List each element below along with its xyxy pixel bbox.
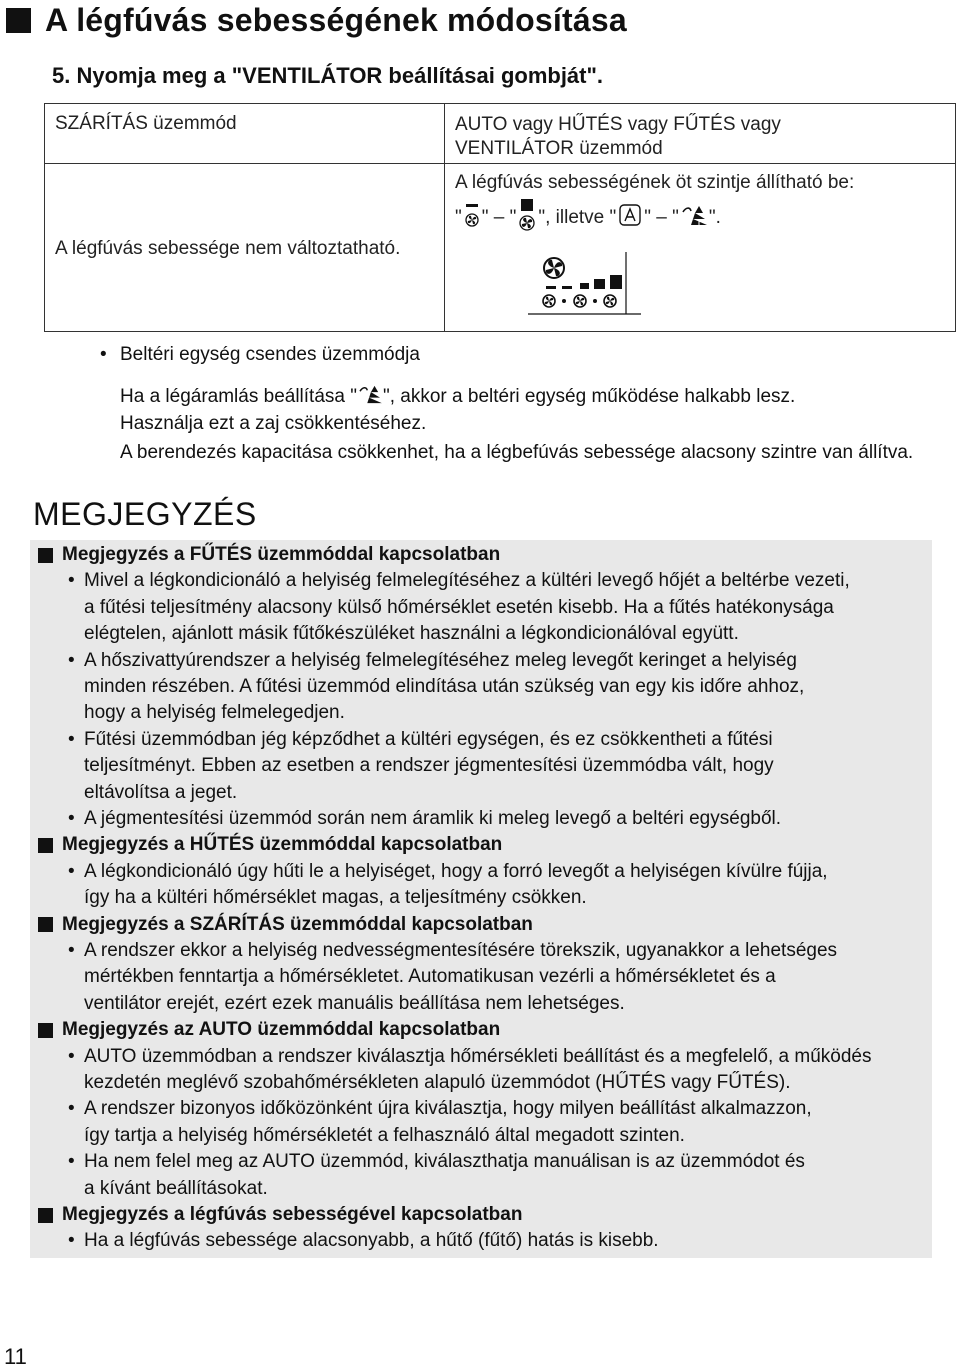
- note-section-heading: [38, 544, 500, 566]
- quiet-line1-suffix: ", akkor a beltéri egység működése halkabb lesz.: [382, 386, 796, 407]
- quiet-mode-line1: [120, 384, 795, 410]
- heading-square-marker: [38, 838, 53, 853]
- five-levels-text: A légfúvás sebességének öt szintje állítható be:: [455, 172, 855, 193]
- auto-header-line1: AUTO vagy HŰTÉS vagy FŰTÉS vagy: [455, 114, 781, 135]
- note-text-line: A rendszer bizonyos időközönként újra kiválasztja, hogy milyen beállítást alkalmazzon,: [84, 1098, 812, 1120]
- note-bullet: •: [68, 1151, 75, 1173]
- note-text-line: így ha a kültéri hőmérséklet magas, a teljesítmény csökken.: [84, 887, 587, 909]
- note-text-line: eltávolítsa a jeget.: [84, 781, 238, 803]
- illetve-text: ", illetve ": [538, 207, 617, 228]
- quiet-line1-prefix: Ha a légáramlás beállítása ": [120, 386, 357, 407]
- note-text-line: A jégmentesítési üzemmód során nem áramlik ki meleg levegő a beltéri egységből.: [84, 808, 782, 829]
- note-bullet: •: [68, 728, 75, 750]
- notes-heading: MEGJEGYZÉS: [33, 496, 257, 532]
- fan-quiet-icon: [681, 204, 707, 232]
- note-bullet: •: [68, 860, 75, 882]
- note-section-title: Megjegyzés a légfúvás sebességével kapcsolatban: [62, 1204, 523, 1225]
- notes-box: [30, 540, 932, 1258]
- quiet-mode-title: Beltéri egység csendes üzemmódja: [120, 344, 420, 365]
- note-text-line: mértékben fenntartja a hőmérsékletet. Automatikusan vezérli a hőmérsékletet és a: [84, 966, 776, 988]
- note-bullet: •: [68, 649, 75, 671]
- page-number: 11: [4, 1344, 27, 1369]
- auto-header-line2: VENTILÁTOR üzemmód: [455, 138, 663, 159]
- note-section-heading: [38, 1204, 522, 1226]
- note-text-line: Ha nem felel meg az AUTO üzemmód, kiválaszthatja manuálisan is az üzemmódot és: [84, 1151, 805, 1173]
- note-section-heading: [38, 834, 502, 856]
- heading-square-marker: [38, 1208, 53, 1223]
- note-section-heading: [38, 1019, 500, 1041]
- note-bullet: •: [68, 808, 75, 829]
- note-section-title: Megjegyzés az AUTO üzemmóddal kapcsolatban: [62, 1019, 501, 1041]
- note-text-line: minden részében. A fűtési üzemmód elindítása után szükség van egy kis időre ahhoz,: [84, 676, 805, 697]
- table-divider-horizontal: [44, 163, 956, 164]
- note-bullet: •: [68, 940, 75, 961]
- quiet-mode-line3: A berendezés kapacitása csökkenhet, ha a légbefúvás sebessége alacsony szintre van állítva.: [120, 442, 914, 463]
- note-text-line: hogy a helyiség felmelegedjen.: [84, 702, 345, 724]
- fan-high-icon: [518, 197, 536, 239]
- quiet-bullet: •: [100, 344, 107, 365]
- note-text-line: így tartja a helyiség hőmérsékletét a felhasználó által megadott szinten.: [84, 1124, 685, 1146]
- note-text-line: AUTO üzemmódban a rendszer kiválasztja hőmérsékleti beállítást és a megfelelő, a működés: [84, 1045, 872, 1067]
- step-instruction: 5. Nyomja meg a "VENTILÁTOR beállításai gombját".: [52, 63, 604, 88]
- quote-text: ": [455, 207, 462, 228]
- note-text-line: A légkondicionáló úgy hűti le a helyiséget, hogy a forró levegőt a helyiségen kívülre fújja,: [84, 860, 828, 882]
- dash-text-2: " – ": [644, 207, 679, 228]
- note-text-line: a fűtési teljesítmény alacsony külső hőmérséklet esetén kisebb. Ha a fűtés hatékonysága: [84, 596, 834, 618]
- dash-text: " – ": [481, 207, 517, 228]
- note-text-line: a kívánt beállításokat.: [84, 1177, 268, 1199]
- note-bullet: •: [68, 1230, 75, 1252]
- dry-mode-header: SZÁRÍTÁS üzemmód: [55, 113, 237, 134]
- auto-mode-header: [455, 113, 781, 161]
- fan-quiet-icon: [358, 384, 382, 410]
- end-quote-text: ".: [708, 207, 721, 228]
- note-text-line: Fűtési üzemmódban jég képződhet a kültéri egységen, és ez csökkentheti a fűtési: [84, 728, 773, 750]
- page-title: A légfúvás sebességének módosítása: [45, 1, 627, 38]
- note-text-line: elégtelen, ajánlott másik fűtőkészüléket használni a légkondicionálóval együtt.: [84, 623, 739, 645]
- note-section-heading: [38, 914, 533, 936]
- heading-square-marker: [38, 548, 53, 563]
- dry-mode-note: A légfúvás sebessége nem változtatható.: [55, 238, 401, 259]
- note-text-line: ventilátor erejét, ezért ezek manuális beállítása nem lehetséges.: [84, 992, 625, 1014]
- note-bullet: •: [68, 1098, 75, 1120]
- note-bullet: •: [68, 570, 75, 592]
- fan-low-icon: [464, 200, 480, 236]
- title-square-marker: [6, 8, 31, 33]
- note-section-title: Megjegyzés a FŰTÉS üzemmóddal kapcsolatban: [62, 544, 501, 565]
- note-text-line: Mivel a légkondicionáló a helyiség felmelegítéséhez a kültéri levegő hőjét a beltérbe vezeti,: [84, 570, 850, 592]
- table-divider-vertical: [444, 103, 445, 332]
- heading-square-marker: [38, 917, 53, 932]
- note-section-title: Megjegyzés a SZÁRÍTÁS üzemmóddal kapcsolatban: [62, 913, 533, 935]
- remote-display-illustration: [528, 250, 643, 318]
- note-text-line: teljesítményt. Ebben az esetben a rendszer jégmentesítési üzemmódba vált, hogy: [84, 755, 774, 777]
- fan-auto-icon: [618, 203, 642, 233]
- note-text-line: Ha a légfúvás sebessége alacsonyabb, a hűtő (fűtő) hatás is kisebb.: [84, 1230, 659, 1252]
- fan-speed-symbols: [455, 198, 721, 238]
- note-text-line: A rendszer ekkor a helyiség nedvességmentesítésére törekszik, ugyanakkor a lehetséges: [84, 940, 838, 961]
- note-bullet: •: [68, 1045, 75, 1067]
- note-text-line: A hőszivattyúrendszer a helyiség felmelegítéséhez meleg levegőt keringet a helyiség: [84, 649, 797, 671]
- page-title-row: [2, 0, 627, 40]
- note-text-line: kezdetén meglévő szobahőmérsékleten alapuló üzemmódot (HŰTÉS vagy FŰTÉS).: [84, 1072, 791, 1093]
- heading-square-marker: [38, 1023, 53, 1038]
- note-section-title: Megjegyzés a HŰTÉS üzemmóddal kapcsolatban: [62, 834, 503, 856]
- quiet-mode-line2: Használja ezt a zaj csökkentéséhez.: [120, 413, 427, 434]
